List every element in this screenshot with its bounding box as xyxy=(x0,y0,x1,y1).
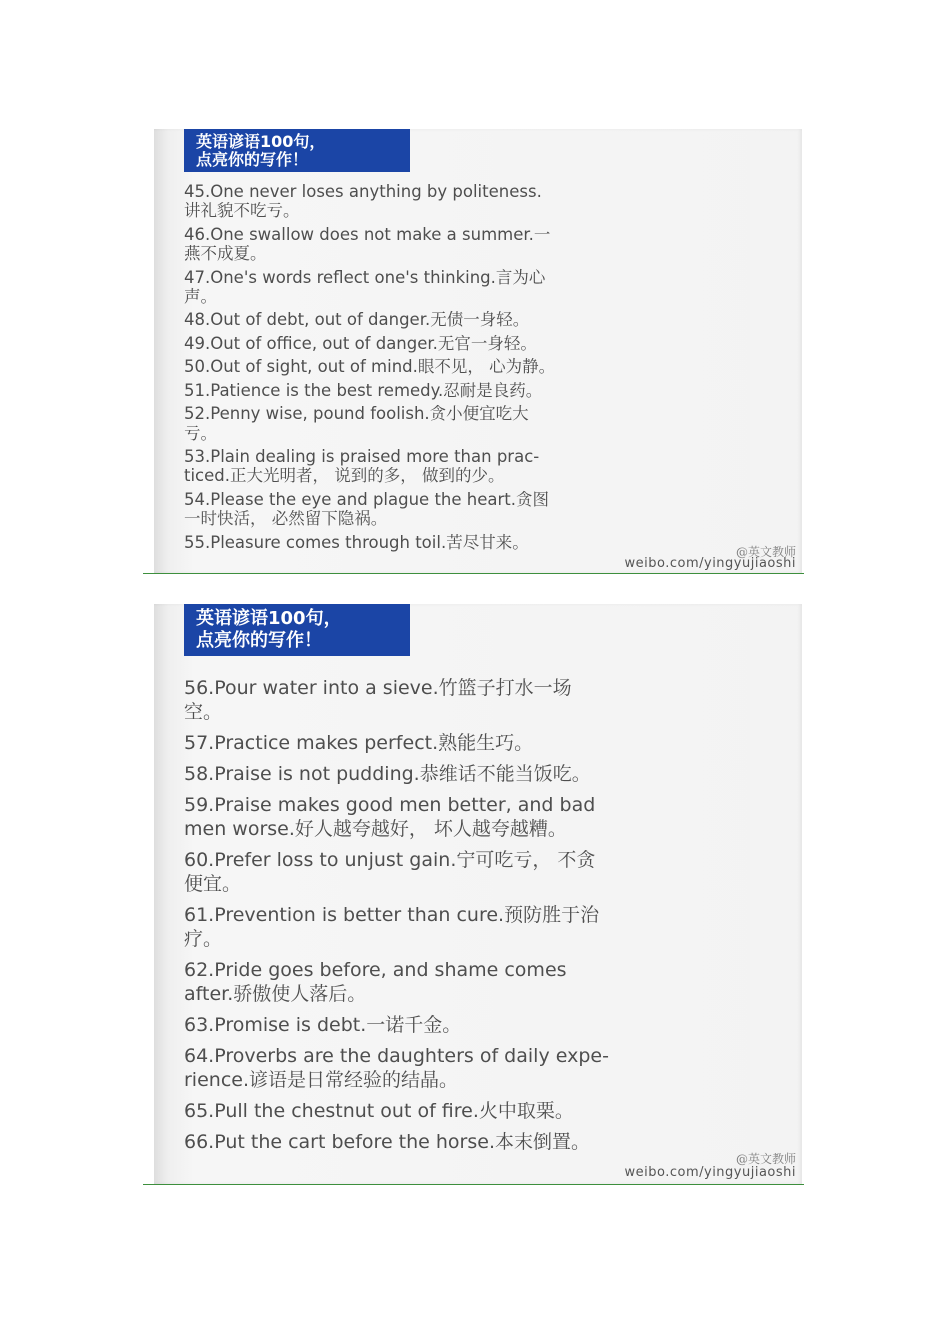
proverb-item xyxy=(184,1130,782,1154)
proverb-item xyxy=(184,1099,782,1123)
proverb-item xyxy=(184,334,782,353)
proverb-line: 50.Out of sight, out of mind.眼不见， 心为静。 xyxy=(184,357,556,377)
proverb-line: 59.Praise makes good men better, and bad xyxy=(184,794,596,816)
proverb-item xyxy=(184,1013,782,1037)
proverb-line: 53.Plain dealing is praised more than prac- xyxy=(184,447,540,467)
proverb-line: 58.Praise is not pudding.恭维话不能当饭吃。 xyxy=(184,763,591,785)
proverb-item xyxy=(184,762,782,786)
proverb-line: rience.谚语是日常经验的结晶。 xyxy=(184,1069,458,1091)
proverb-line: after.骄傲使人落后。 xyxy=(184,983,367,1005)
proverb-item xyxy=(184,404,782,443)
divider-line xyxy=(143,573,804,574)
proverb-item xyxy=(184,903,782,951)
proverb-line: 45.One never loses anything by politeness. xyxy=(184,182,542,201)
proverb-line: 65.Pull the chestnut out of fire.火中取栗。 xyxy=(184,1100,574,1122)
proverb-list xyxy=(184,676,782,1161)
proverb-line: 疗。 xyxy=(184,928,223,950)
proverb-item xyxy=(184,848,782,896)
banner-line: 英语谚语100句， xyxy=(196,132,326,151)
proverb-line: 54.Please the eye and plague the heart.贪图 xyxy=(184,489,549,509)
proverb-card-2 xyxy=(154,604,802,1184)
proverb-list xyxy=(184,182,782,556)
proverb-line: 亏。 xyxy=(184,423,217,443)
proverb-item xyxy=(184,310,782,329)
proverb-line: 56.Pour water into a sieve.竹篮子打水一场 xyxy=(184,677,572,699)
proverb-item xyxy=(184,793,782,841)
proverb-item xyxy=(184,533,782,552)
proverb-line: 空。 xyxy=(184,701,223,723)
proverb-line: 51.Patience is the best remedy.忍耐是良药。 xyxy=(184,380,543,400)
proverb-item xyxy=(184,182,782,221)
watermark-handle: @英文教师 xyxy=(735,1152,796,1166)
proverb-line: 声。 xyxy=(184,286,217,306)
proverb-line: men worse.好人越夸越好， 坏人越夸越糟。 xyxy=(184,818,567,840)
watermark-handle: @英文教师 xyxy=(735,545,796,559)
proverb-item xyxy=(184,731,782,755)
watermark-site: weibo.com/yingyujiaoshi xyxy=(624,1165,796,1180)
proverb-line: 52.Penny wise, pound foolish.贪小便宜吃大 xyxy=(184,404,529,424)
proverb-line: 49.Out of office, out of danger.无官一身轻。 xyxy=(184,333,537,353)
watermark-site: weibo.com/yingyujiaoshi xyxy=(624,556,796,571)
proverb-item xyxy=(184,958,782,1006)
proverb-line: 62.Pride goes before, and shame comes xyxy=(184,959,567,981)
banner-line: 点亮你的写作！ xyxy=(196,150,309,169)
proverb-item xyxy=(184,447,782,486)
proverb-line: 63.Promise is debt.一诺千金。 xyxy=(184,1014,462,1036)
proverb-line: 一时快活， 必然留下隐祸。 xyxy=(184,509,388,529)
card-banner xyxy=(184,129,410,172)
proverb-line: 60.Prefer loss to unjust gain.宁可吃亏， 不贪 xyxy=(184,849,596,871)
proverb-line: 讲礼貌不吃亏。 xyxy=(184,201,300,221)
proverb-line: 47.One's words reflect one's thinking.言为心 xyxy=(184,267,546,287)
proverb-line: 55.Pleasure comes through toil.苦尽甘来。 xyxy=(184,532,529,552)
proverb-line: 便宜。 xyxy=(184,873,242,895)
proverb-item xyxy=(184,357,782,376)
proverb-item xyxy=(184,676,782,724)
banner-line: 点亮你的写作！ xyxy=(196,630,322,651)
divider-line xyxy=(143,1184,804,1185)
proverb-item xyxy=(184,268,782,307)
proverb-item xyxy=(184,490,782,529)
proverb-line: 66.Put the cart before the horse.本末倒置。 xyxy=(184,1131,590,1153)
proverb-line: 61.Prevention is better than cure.预防胜于治 xyxy=(184,904,600,926)
proverb-line: 燕不成夏。 xyxy=(184,244,267,264)
proverb-line: 64.Proverbs are the daughters of daily expe- xyxy=(184,1045,609,1067)
proverb-line: 48.Out of debt, out of danger.无债一身轻。 xyxy=(184,310,530,330)
card-banner xyxy=(184,604,410,656)
proverb-item xyxy=(184,1044,782,1092)
proverb-line: 57.Practice makes perfect.熟能生巧。 xyxy=(184,732,534,754)
banner-line: 英语谚语100句， xyxy=(196,608,342,629)
proverb-line: 46.One swallow does not make a summer.一 xyxy=(184,224,551,244)
proverb-line: ticed.正大光明者， 说到的多， 做到的少。 xyxy=(184,466,505,486)
proverb-item xyxy=(184,381,782,400)
proverb-card-1 xyxy=(154,129,802,573)
proverb-item xyxy=(184,225,782,264)
